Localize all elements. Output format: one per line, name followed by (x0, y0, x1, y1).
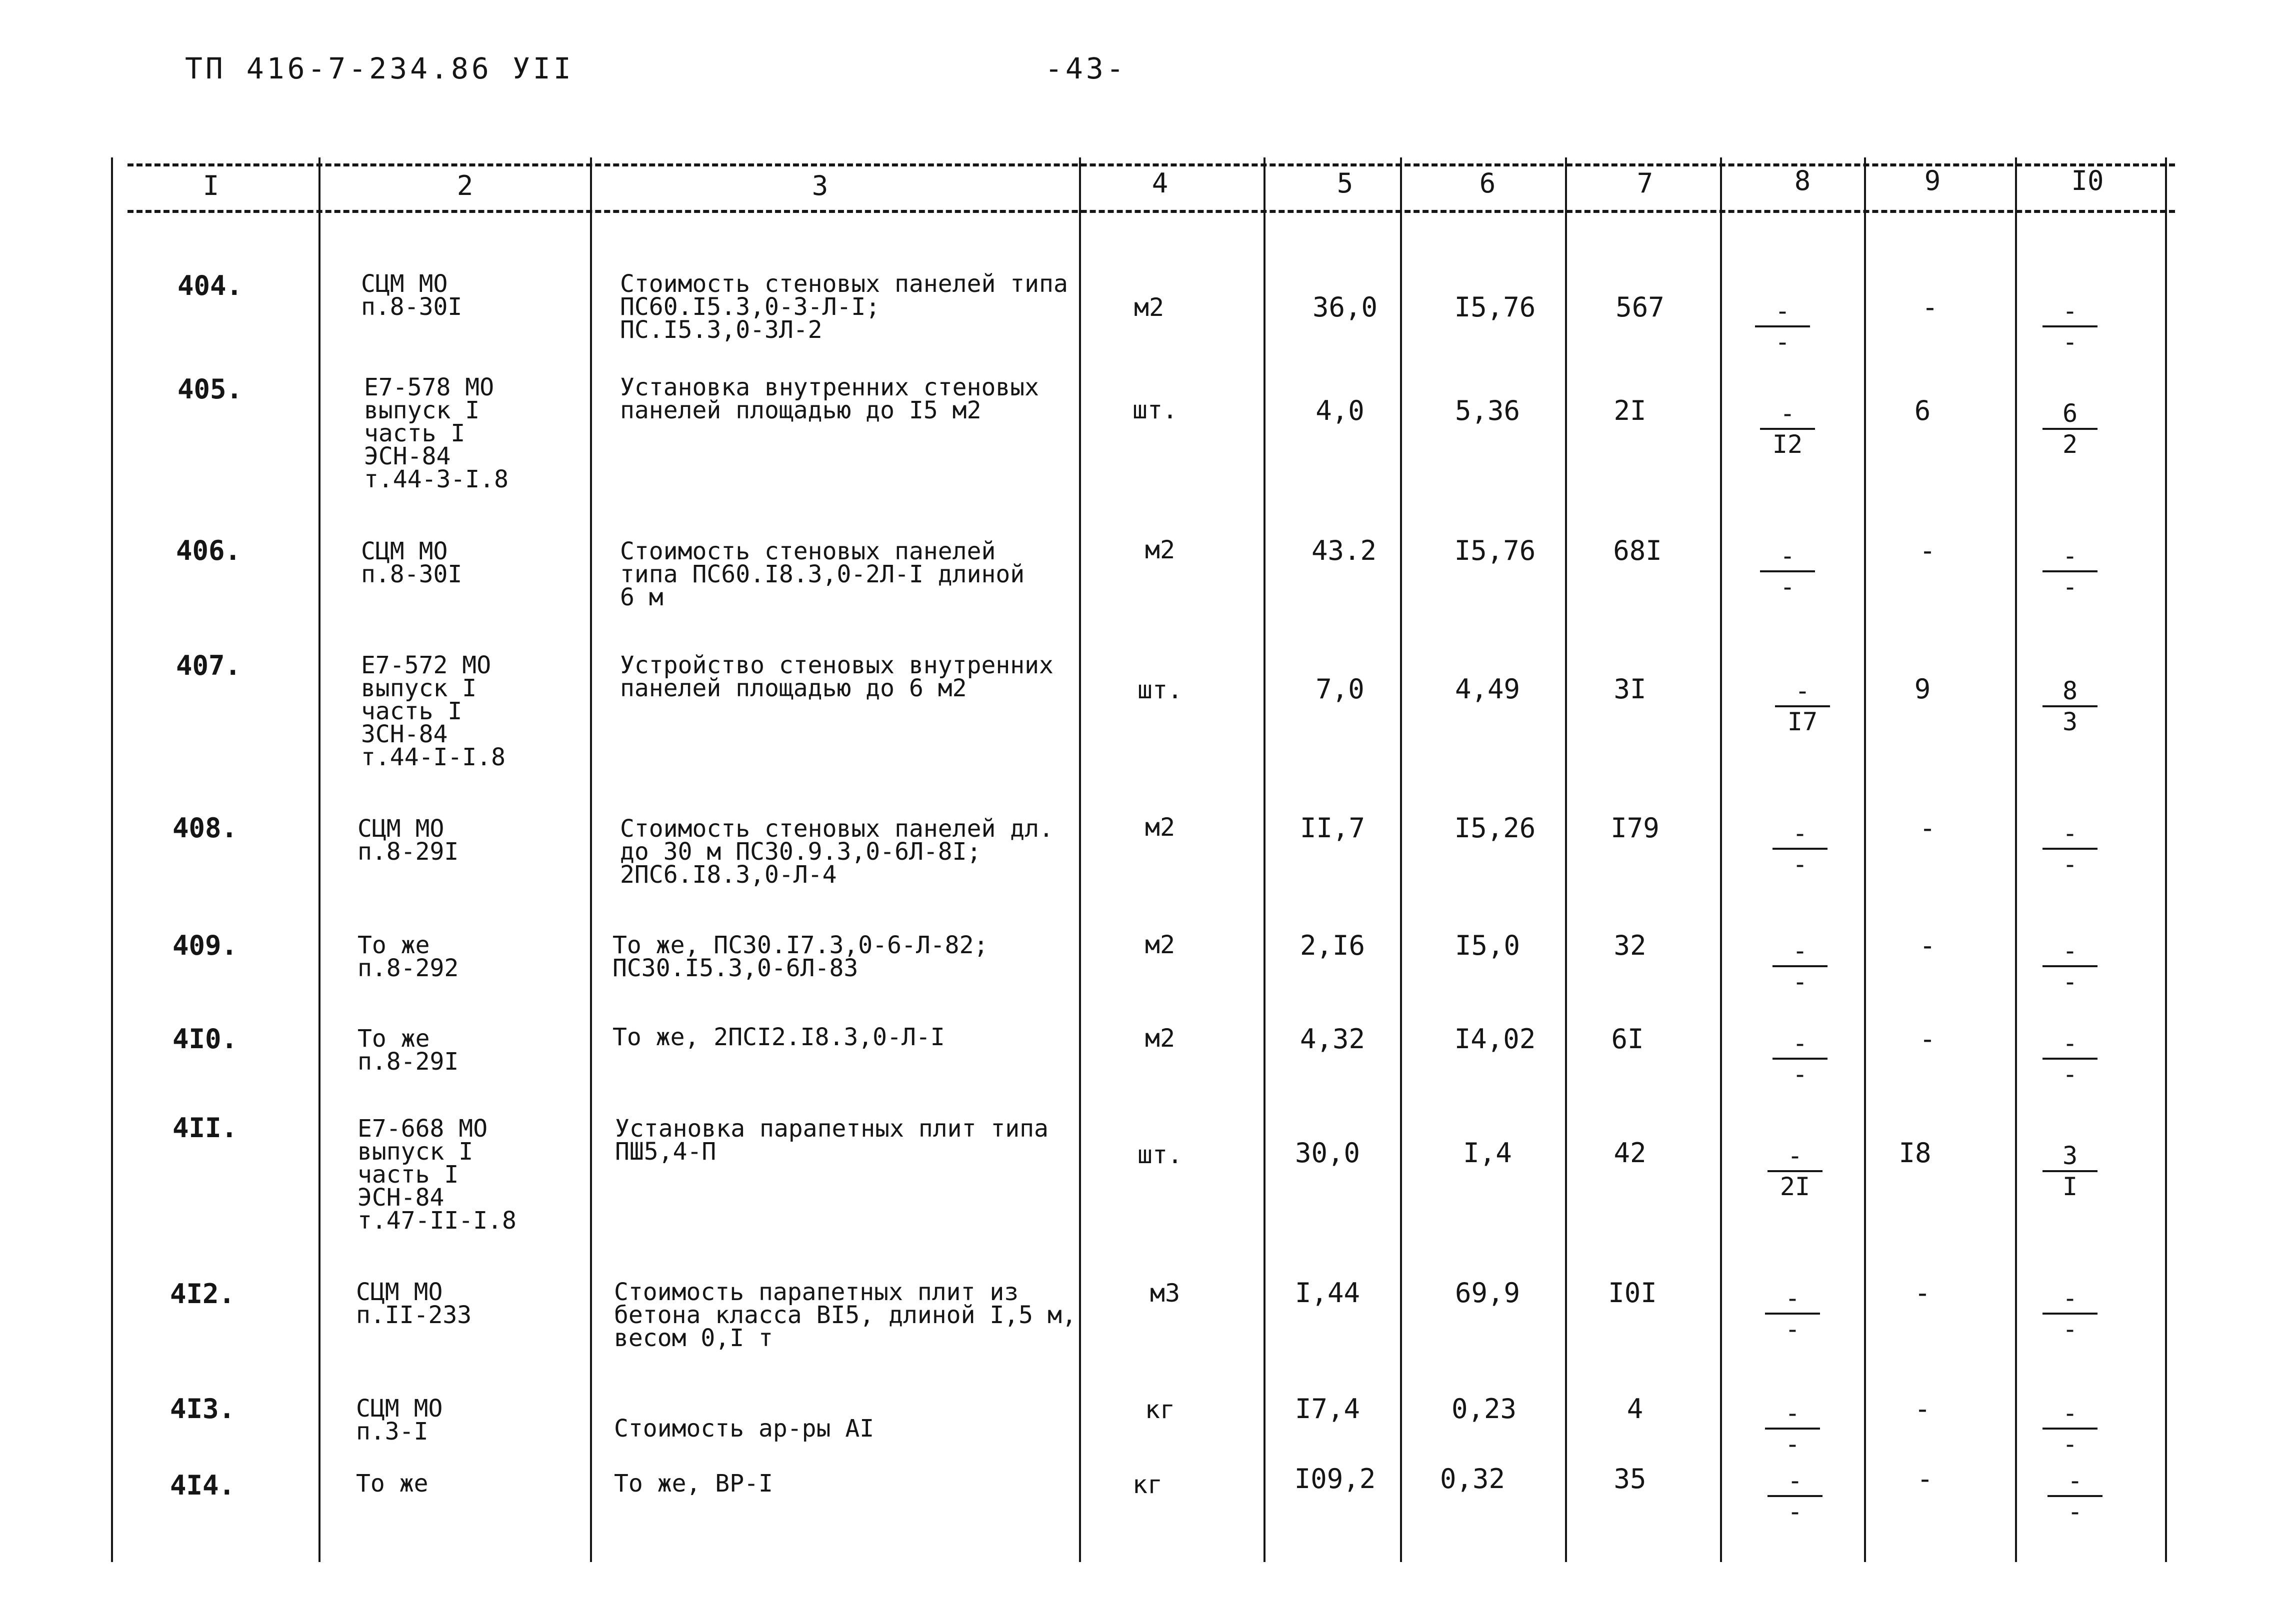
quantity: II,7 (1300, 812, 1366, 844)
header-top-rule (128, 163, 2175, 166)
row-number: 409. (172, 930, 238, 961)
column-8-fraction: - - (1765, 1285, 1820, 1343)
column-divider (318, 157, 320, 1562)
norm-source: То же (356, 1470, 428, 1498)
column-8-fraction: - - (1760, 542, 1815, 600)
total-cost: 32 (1614, 930, 1646, 961)
column-divider (1079, 157, 1081, 1562)
page-number: -43- (1045, 51, 1127, 85)
column-10-fraction: - - (2042, 820, 2098, 878)
unit: м2 (1144, 1024, 1176, 1053)
quantity: 4,32 (1300, 1023, 1366, 1055)
quantity: 43.2 (1311, 535, 1377, 566)
work-description: Установка парапетных плит типа ПШ5,4-П (615, 1115, 1048, 1166)
unit: м2 (1144, 813, 1176, 842)
column-9-value: - (1914, 1393, 1931, 1425)
column-header: 8 (1794, 165, 1811, 196)
document-code: ТП 416-7-234.86 (185, 51, 492, 85)
column-divider (1565, 157, 1567, 1562)
work-description: Стоимость ар-ры AI (614, 1415, 874, 1443)
column-10-fraction: - - (2042, 542, 2098, 600)
column-8-fraction: - I7 (1775, 677, 1830, 735)
column-10-fraction: 3 I (2042, 1142, 2098, 1200)
work-description: Устройство стеновых внутренних панелей площадью до 6 м2 (620, 651, 1054, 702)
column-divider (111, 157, 113, 1562)
column-10-fraction: - - (2042, 297, 2098, 355)
album-number: УII (512, 51, 574, 85)
column-divider (1720, 157, 1722, 1562)
column-header: 3 (812, 170, 828, 201)
quantity: I7,4 (1294, 1393, 1360, 1425)
row-number: 404. (178, 270, 243, 301)
column-8-fraction: - - (1765, 1400, 1820, 1458)
work-description: Стоимость стеновых панелей типа ПС60.I5.3,0-3-Л-I; ПС.I5.3,0-3Л-2 (620, 270, 1068, 344)
work-description: Стоимость парапетных плит из бетона класса BI5, длиной I,5 м, весом 0,I т (614, 1278, 1076, 1352)
column-divider (590, 157, 592, 1562)
column-header: I0 (2071, 165, 2104, 196)
row-number: 4I0. (172, 1023, 238, 1055)
unit-price: 0,32 (1440, 1463, 1506, 1495)
column-divider (1400, 157, 1402, 1562)
column-divider (2165, 157, 2167, 1562)
unit-price: I4,02 (1454, 1023, 1536, 1055)
total-cost: 4 (1626, 1393, 1644, 1425)
unit: м3 (1150, 1279, 1180, 1308)
row-number: 4I4. (170, 1470, 236, 1501)
unit-price: I5,0 (1454, 930, 1520, 961)
column-8-fraction: - - (1755, 297, 1810, 355)
unit: м2 (1144, 930, 1176, 959)
column-header: 5 (1336, 167, 1354, 199)
unit: шт. (1137, 675, 1183, 704)
quantity: 36,0 (1312, 291, 1378, 323)
column-10-fraction: - - (2042, 1030, 2098, 1088)
row-number: 405. (178, 373, 243, 405)
norm-source: СЦМ МО п.3-I (356, 1395, 443, 1446)
norm-source: То же п.8-292 (358, 931, 459, 982)
column-divider (1864, 157, 1866, 1562)
column-10-fraction: - - (2048, 1467, 2102, 1525)
column-9-value: - (1919, 1023, 1936, 1055)
column-9-value: - (1922, 291, 1938, 323)
header-bottom-rule (128, 210, 2175, 213)
total-cost: 3I (1614, 673, 1646, 705)
column-10-fraction: 6 2 (2042, 400, 2098, 458)
column-9-value: - (1914, 1277, 1931, 1309)
unit-price: 69,9 (1454, 1277, 1520, 1309)
quantity: 30,0 (1294, 1137, 1360, 1169)
column-9-value: - (1919, 535, 1936, 566)
quantity: 4,0 (1316, 395, 1364, 426)
unit: шт. (1137, 1140, 1183, 1169)
column-9-value: - (1919, 930, 1936, 961)
column-8-fraction: - - (1772, 1030, 1828, 1088)
total-cost: 42 (1614, 1137, 1646, 1169)
row-number: 4II. (172, 1112, 238, 1144)
norm-source: То же п.8-29I (358, 1025, 459, 1076)
norm-source: Е7-668 МО выпуск I часть I ЭСН-84 т.47-II-I.8 (358, 1115, 516, 1235)
unit-price: 4,49 (1454, 673, 1520, 705)
unit: кг (1132, 1470, 1163, 1499)
column-8-fraction: - - (1772, 820, 1828, 878)
column-10-fraction: 8 3 (2042, 677, 2098, 735)
norm-source: СЦМ МО п.8-30I (361, 270, 462, 321)
column-header: 7 (1636, 167, 1654, 199)
row-number: 406. (176, 535, 242, 566)
work-description: То же, ПС30.I7.3,0-6-Л-82; ПС30.I5.3,0-6Л-83 (612, 931, 988, 982)
norm-source: СЦМ МО п.8-30I (361, 537, 462, 588)
work-description: Стоимость стеновых панелей дл. до 30 м ПС30.9.3,0-6Л-8I; 2ПС6.I8.3,0-Л-4 (620, 815, 1054, 889)
column-8-fraction: - I2 (1760, 400, 1815, 458)
unit-price: I5,76 (1454, 535, 1536, 566)
unit: м2 (1134, 293, 1164, 322)
column-header: 9 (1924, 165, 1941, 196)
total-cost: 2I (1614, 395, 1646, 426)
column-header: I (202, 170, 220, 201)
unit-price: 5,36 (1454, 395, 1520, 426)
unit-price: I5,26 (1454, 812, 1536, 844)
unit: м2 (1144, 535, 1176, 564)
unit-price: I,4 (1463, 1137, 1512, 1169)
total-cost: 68I (1613, 535, 1662, 566)
quantity: I,44 (1294, 1277, 1360, 1309)
unit: шт. (1132, 395, 1178, 424)
norm-source: СЦМ МО п.8-29I (358, 815, 459, 866)
column-9-value: 9 (1914, 673, 1931, 705)
total-cost: 6I (1611, 1023, 1644, 1055)
column-10-fraction: - - (2042, 937, 2098, 995)
quantity: I09,2 (1294, 1463, 1376, 1495)
total-cost: 35 (1614, 1463, 1646, 1495)
unit-price: 0,23 (1451, 1393, 1517, 1425)
quantity: 2,I6 (1300, 930, 1366, 961)
column-divider (2015, 157, 2017, 1562)
column-8-fraction: - - (1768, 1467, 1822, 1525)
column-9-value: - (1916, 1463, 1934, 1495)
column-header: 4 (1152, 167, 1168, 199)
column-divider (1264, 157, 1266, 1562)
unit-price: I5,76 (1454, 291, 1536, 323)
work-description: Стоимость стеновых панелей типа ПС60.I8.3,0-2Л-I длиной 6 м (620, 537, 1025, 611)
column-9-value: I8 (1898, 1137, 1932, 1169)
total-cost: I0I (1608, 1277, 1657, 1309)
total-cost: I79 (1610, 812, 1660, 844)
norm-source: СЦМ МО п.II-233 (356, 1278, 472, 1329)
work-description: Установка внутренних стеновых панелей площадью до I5 м2 (620, 373, 1040, 424)
work-description: То же, 2ПСI2.I8.3,0-Л-I (612, 1023, 945, 1051)
unit: кг (1144, 1395, 1176, 1424)
column-9-value: - (1919, 812, 1936, 844)
row-number: 4I3. (170, 1393, 236, 1425)
column-9-value: 6 (1914, 395, 1931, 426)
row-number: 407. (176, 650, 242, 681)
column-10-fraction: - - (2042, 1400, 2098, 1458)
column-header: 6 (1479, 167, 1496, 199)
quantity: 7,0 (1316, 673, 1364, 705)
row-number: 408. (172, 812, 238, 844)
column-8-fraction: - - (1772, 937, 1828, 995)
column-10-fraction: - - (2042, 1285, 2098, 1343)
work-description: То же, ВР-I (614, 1470, 773, 1498)
column-8-fraction: - 2I (1768, 1142, 1822, 1200)
row-number: 4I2. (170, 1278, 236, 1310)
norm-source: Е7-572 МО выпуск I часть I ЗСН-84 т.44-I-I.8 (361, 651, 506, 771)
norm-source: Е7-578 МО выпуск I часть I ЭСН-84 т.44-3-I.8 (364, 373, 508, 493)
column-header: 2 (456, 170, 474, 201)
total-cost: 567 (1616, 291, 1664, 323)
